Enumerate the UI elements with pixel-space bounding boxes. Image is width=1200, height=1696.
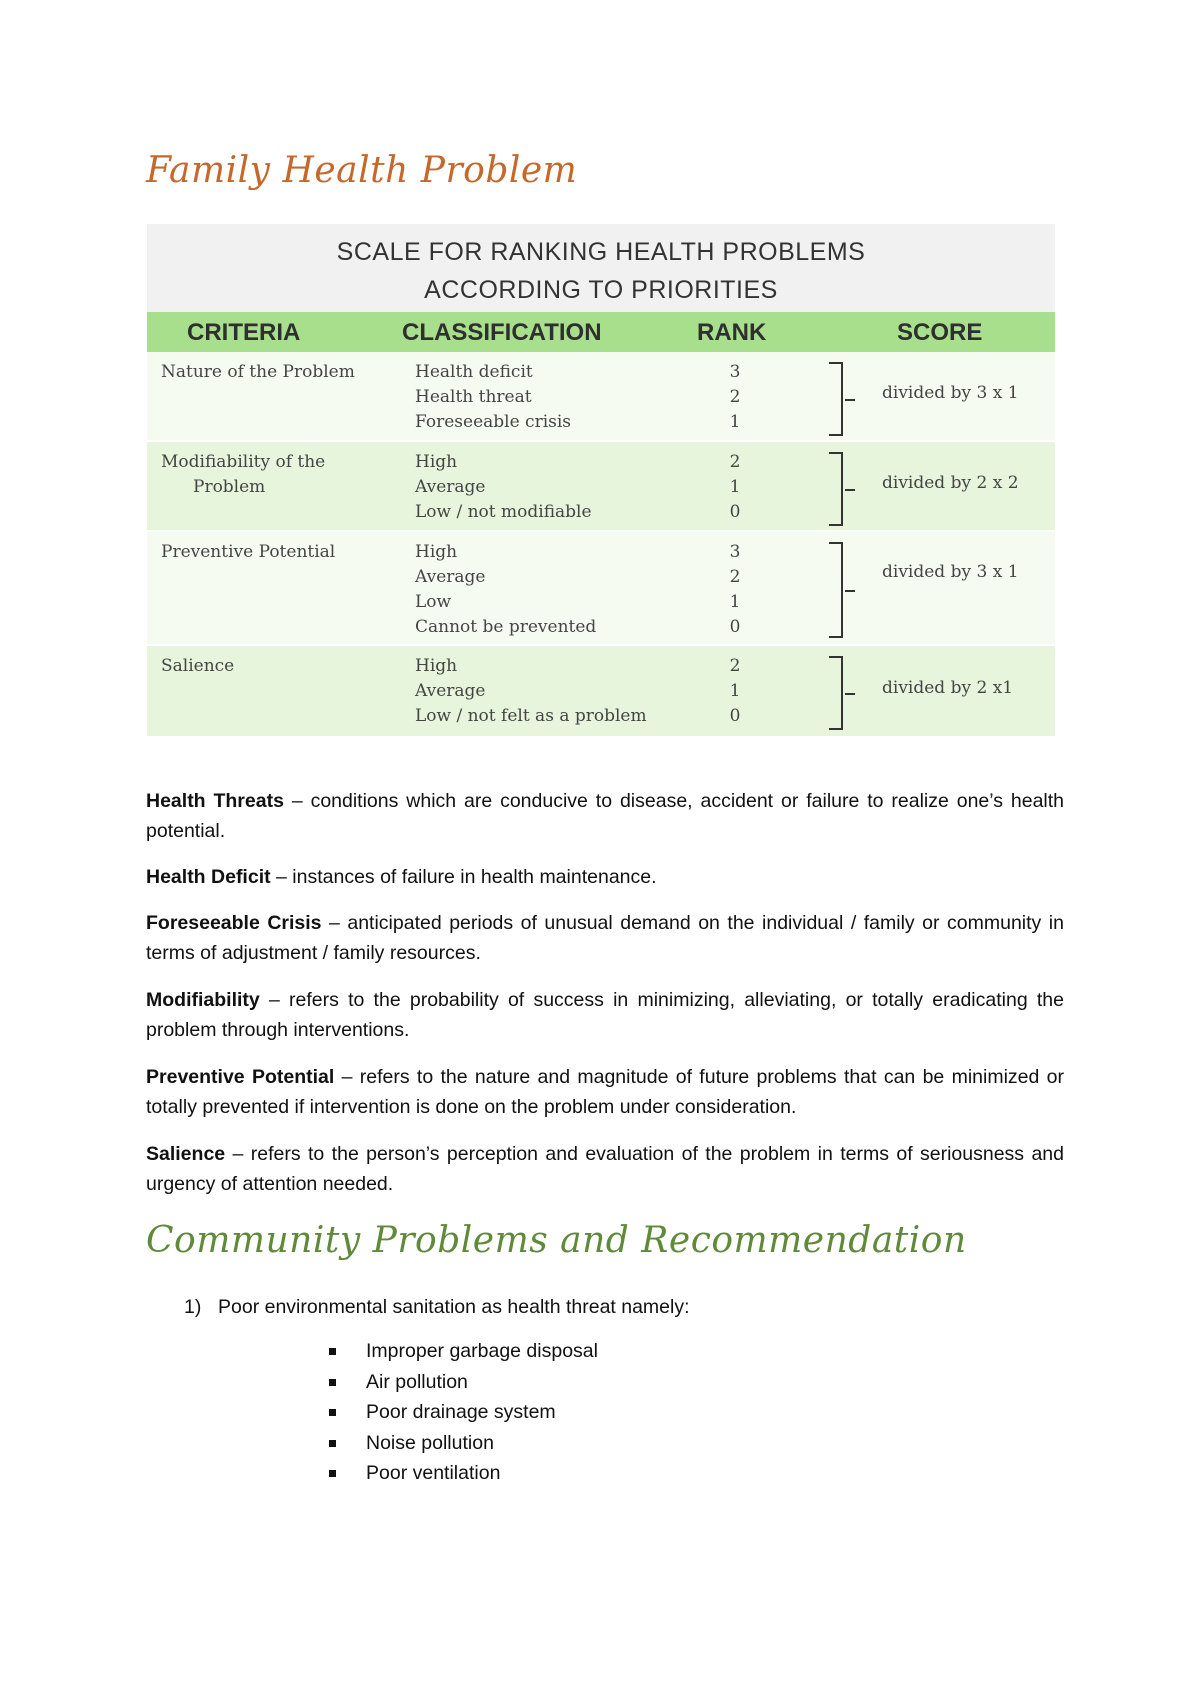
rank-value: 1 — [729, 592, 741, 612]
classification-item: High — [415, 656, 458, 676]
list-item: Improper garbage disposal — [326, 1336, 598, 1367]
score-formula: divided by 2 x1 — [882, 678, 1014, 698]
table-group-nature — [147, 352, 1055, 442]
square-bullet-icon — [329, 1409, 336, 1416]
list-item: Poor ventilation — [326, 1458, 598, 1489]
sanitation-bullet-list — [326, 1336, 598, 1489]
definition-term: Health Threats — [146, 790, 284, 812]
classification-item: Health threat — [415, 387, 532, 407]
classification-item: High — [415, 542, 458, 562]
rank-list — [725, 654, 745, 729]
definition-text: – instances of failure in health maintenance. — [270, 866, 657, 888]
rank-list — [725, 360, 745, 435]
square-bullet-icon — [329, 1379, 336, 1386]
classification-item: High — [415, 452, 458, 472]
rank-value: 3 — [729, 362, 741, 382]
rank-value: 2 — [729, 567, 741, 587]
square-bullet-icon — [329, 1440, 336, 1447]
classification-item: Average — [415, 567, 486, 587]
criteria-label: Salience — [161, 656, 235, 676]
definition-term: Modifiability — [146, 989, 260, 1011]
item-text: Poor environmental sanitation as health threat namely: — [218, 1296, 690, 1318]
table-group-modifiability — [147, 442, 1055, 532]
bracket-icon — [829, 656, 843, 730]
definition-preventive-potential — [146, 1062, 1064, 1122]
item-number: 1) — [184, 1296, 202, 1318]
classification-item: Cannot be prevented — [415, 617, 597, 637]
rank-value: 1 — [729, 477, 741, 497]
rank-value: 1 — [729, 412, 741, 432]
column-classification: CLASSIFICATION — [402, 319, 602, 346]
classification-list — [415, 654, 647, 729]
definition-text: – refers to the probability of success in minimizing, alleviating, or totally eradicating the problem through interventions. — [146, 989, 1064, 1041]
score-formula: divided by 3 x 1 — [882, 562, 1019, 582]
rank-value: 0 — [729, 706, 741, 726]
square-bullet-icon — [329, 1470, 336, 1477]
column-criteria: CRITERIA — [187, 319, 301, 346]
definition-foreseeable-crisis — [146, 908, 1064, 968]
classification-item: Low — [415, 592, 452, 612]
definition-health-deficit — [146, 862, 1064, 892]
definition-text: – conditions which are conducive to disease, accident or failure to realize one’s health potential. — [146, 790, 1065, 842]
criteria-label: Preventive Potential — [161, 542, 336, 562]
ranking-scale-table — [147, 224, 1055, 732]
classification-item: Foreseeable crisis — [415, 412, 572, 432]
community-heading: Community Problems and Recommendation — [146, 1220, 967, 1261]
criteria-label: Modifiability of the Problem — [161, 452, 326, 497]
table-group-preventive — [147, 532, 1055, 646]
definition-term: Salience — [146, 1143, 226, 1165]
column-rank: RANK — [697, 319, 767, 346]
column-score: SCORE — [897, 319, 983, 346]
definition-text: – refers to the nature and magnitude of future problems that can be minimized or totally prevented if intervention is done on the problem under consideration. — [146, 1066, 1064, 1118]
table-title-line-1: SCALE FOR RANKING HEALTH PROBLEMS — [336, 238, 866, 266]
rank-value: 0 — [729, 617, 741, 637]
list-item: Poor drainage system — [326, 1397, 598, 1428]
classification-item: Low / not modifiable — [415, 502, 592, 522]
definition-text: – refers to the person’s perception and evaluation of the problem in terms of seriousness and urgency of attention needed. — [146, 1143, 1064, 1195]
rank-value: 2 — [729, 452, 741, 472]
numbered-item — [184, 1296, 690, 1319]
table-title-line-2: ACCORDING TO PRIORITIES — [424, 276, 778, 304]
square-bullet-icon — [329, 1348, 336, 1355]
classification-item: Low / not felt as a problem — [415, 706, 647, 726]
definition-modifiability — [146, 985, 1064, 1045]
table-header-row — [147, 312, 1055, 352]
list-item: Air pollution — [326, 1367, 598, 1398]
classification-item: Average — [415, 681, 486, 701]
rank-list — [725, 450, 745, 525]
definition-term: Health Deficit — [146, 866, 271, 888]
rank-value: 2 — [729, 387, 741, 407]
rank-value: 3 — [729, 542, 741, 562]
bracket-icon — [829, 452, 843, 526]
definition-health-threats — [146, 786, 1064, 846]
rank-value: 1 — [729, 681, 741, 701]
classification-list — [415, 540, 596, 640]
criteria-label: Nature of the Problem — [161, 362, 355, 382]
family-health-heading: Family Health Problem — [146, 150, 578, 191]
rank-list — [725, 540, 745, 640]
classification-item: Health deficit — [415, 362, 533, 382]
score-formula: divided by 2 x 2 — [882, 473, 1019, 493]
classification-list — [415, 450, 592, 525]
list-item: Noise pollution — [326, 1428, 598, 1459]
rank-value: 0 — [729, 502, 741, 522]
score-formula: divided by 3 x 1 — [882, 383, 1019, 403]
definition-text: – anticipated periods of unusual demand on the individual / family or community in terms of adjustment / family resources. — [146, 912, 1064, 964]
definition-term: Preventive Potential — [146, 1066, 335, 1088]
bracket-icon — [829, 542, 843, 638]
table-group-salience — [147, 646, 1055, 736]
rank-value: 2 — [729, 656, 741, 676]
classification-list — [415, 360, 571, 435]
bracket-icon — [829, 362, 843, 436]
table-title — [147, 224, 1055, 312]
classification-item: Average — [415, 477, 486, 497]
definition-term: Foreseeable Crisis — [146, 912, 322, 934]
definition-salience — [146, 1139, 1064, 1199]
